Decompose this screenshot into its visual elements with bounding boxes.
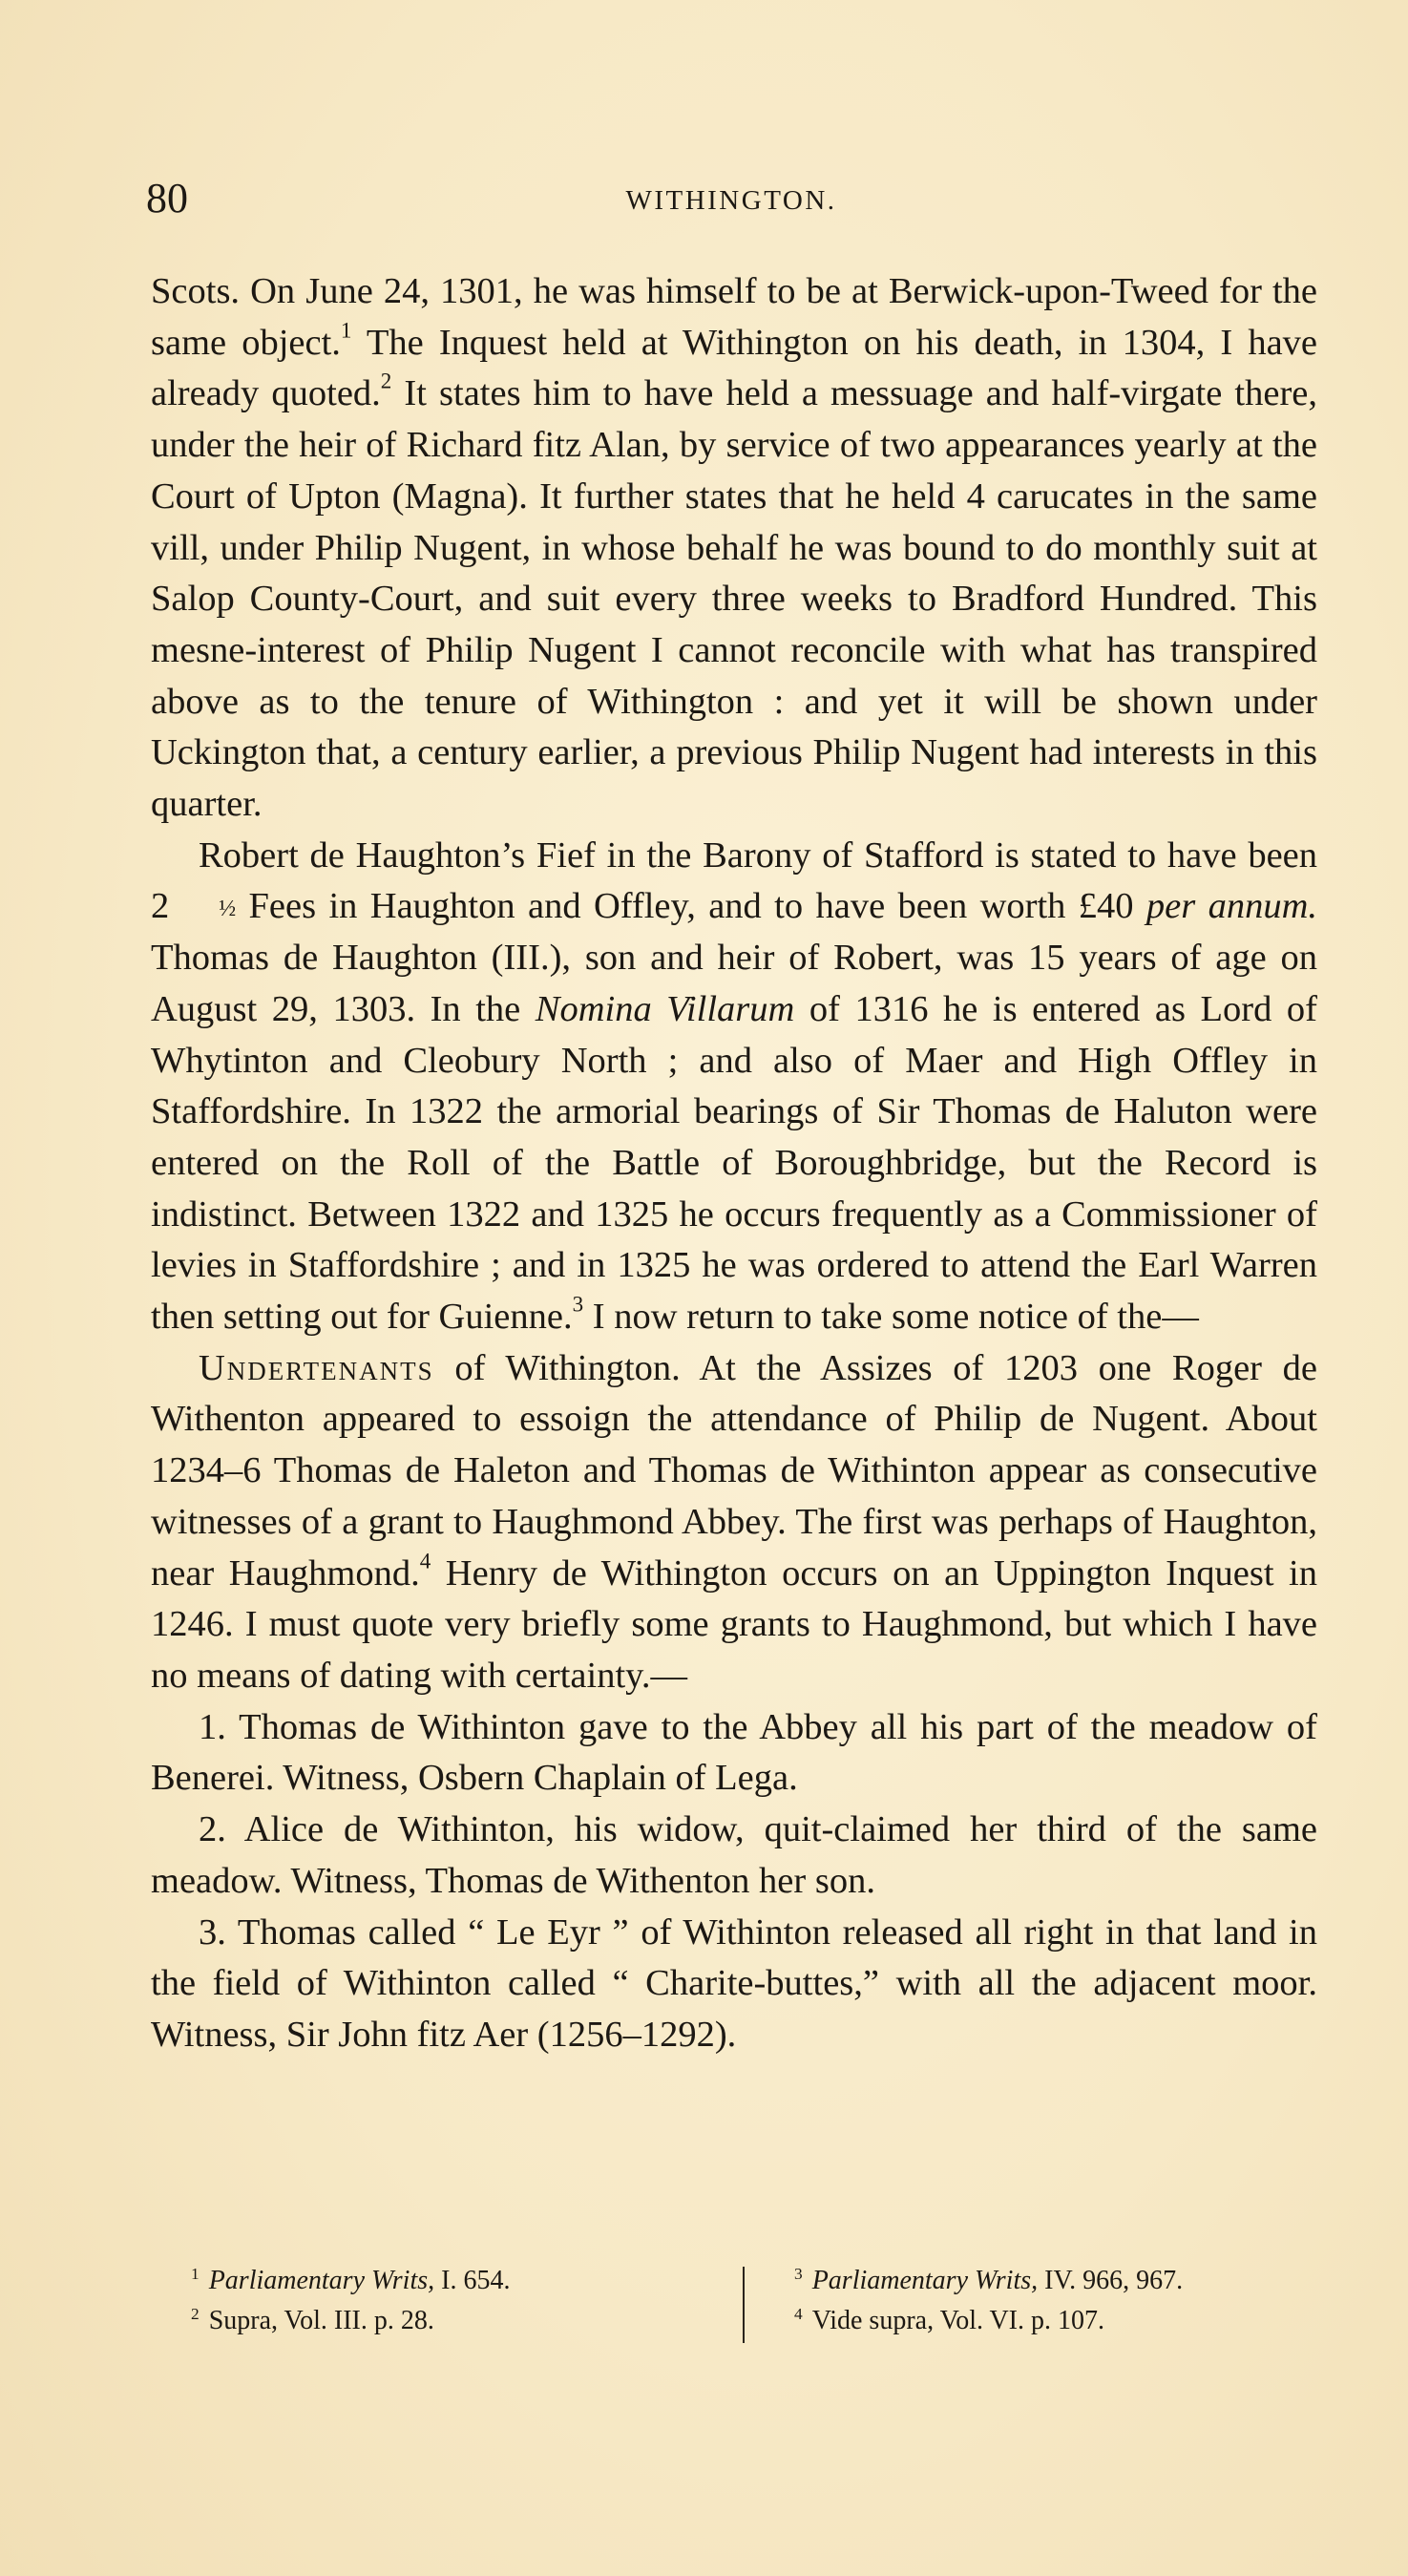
footnote-ref-2[interactable]: 2 <box>380 369 392 394</box>
paragraph-text: Scots. On June 24, 1301, he was himself to be at Berwick-upon-Tweed for the same object. <box>151 271 1317 363</box>
paragraph-text: of Withington. At the Assizes of 1203 one Roger de Withenton appeared to essoign the attendance of Philip de Nugent. About 1234–6 Thomas de Haleton and Thomas de Withinton appear as consecutive witnesses of a grant to Haughmond Abbey. The first was perhaps of Haughton, near Haughmond. <box>151 1347 1317 1594</box>
footnote-number: 4 <box>794 2305 803 2324</box>
paragraph-undertenants <box>151 1343 1317 1702</box>
paragraph-text: Thomas de Haughton (III.), son and heir of Robert, was 15 years of age on August 29, 1303. In the <box>151 938 1317 1029</box>
footnote-4 <box>794 2301 1183 2341</box>
paragraph-scots <box>151 266 1317 831</box>
paragraph-text: The Inquest held at Withington on his death, in 1304, I have already quoted. <box>151 322 1317 414</box>
footnotes <box>191 2261 1308 2347</box>
numbered-grant-2: 2. Alice de Withinton, his widow, quit-claimed her third of the same meadow. Witness, Thomas de Withenton her son. <box>151 1809 1317 1901</box>
paragraph-text: Henry de Withington occurs on an Uppington Inquest in 1246. I must quote very briefly some grants to Haughmond, but which I have no means of dating with certainty.— <box>151 1552 1317 1696</box>
fraction-half: ½ <box>219 897 237 922</box>
numbered-grant-1: 1. Thomas de Withinton gave to the Abbey all his part of the meadow of Benerei. Witness, Osbern Chaplain of Lega. <box>151 1706 1317 1799</box>
paragraph-text: Fees in Haughton and Offley, and to have been worth £40 <box>236 886 1146 927</box>
footnote-text: I. 654. <box>434 2266 511 2295</box>
section-heading-undertenants: Undertenants <box>199 1347 434 1388</box>
footnote-ref-3[interactable]: 3 <box>572 1291 584 1317</box>
page-title: WITHINGTON. <box>625 185 837 216</box>
footnote-ref-1[interactable]: 1 <box>340 317 352 343</box>
body-text <box>151 266 1317 2061</box>
footnote-column-divider <box>743 2267 745 2343</box>
footnote-source-title: Parliamentary Writs, <box>208 2266 435 2295</box>
paragraph-robert-de-haughton <box>151 831 1317 1343</box>
footnote-column-left <box>191 2261 510 2341</box>
running-head <box>141 170 1321 227</box>
footnote-3 <box>794 2261 1183 2301</box>
paragraph-text: I now return to take some notice of the— <box>583 1297 1199 1338</box>
footnote-number: 1 <box>191 2265 200 2284</box>
footnote-text: Vide supra, Vol. VI. p. 107. <box>811 2306 1105 2335</box>
footnote-column-right <box>794 2261 1183 2341</box>
numbered-grant-3: 3. Thomas called “ Le Eyr ” of Withinton released all right in that land in the field of Withinton called “ Charite-buttes,” with all the adjacent moor. Witness, Sir John fitz Aer (1256–1292). <box>151 1911 1317 2055</box>
footnote-1 <box>191 2261 510 2301</box>
italic-nomina-villarum: Nomina Villarum <box>535 988 795 1029</box>
footnote-text: Supra, Vol. III. p. 28. <box>208 2306 434 2335</box>
paragraph-text: It states him to have held a messuage and half-virgate there, under the heir of Richard fitz Alan, by service of two appearances yearly at the Court of Upton (Magna). It further states that he held 4 carucates in the same vill, under Philip Nugent, in whose behalf he was bound to do monthly suit at Salop County-Court, and suit every three weeks to Bradford Hundred. This mesne-interest of Philip Nugent I cannot reconcile with what has transpired above as to the tenure of Withington : and yet it will be shown under Uckington that, a century earlier, a previous Philip Nugent had interests in this quarter. <box>151 373 1317 825</box>
footnote-number: 2 <box>191 2305 200 2324</box>
footnote-2 <box>191 2301 510 2341</box>
footnote-ref-4[interactable]: 4 <box>419 1548 431 1573</box>
footnote-source-title: Parliamentary Writs, <box>811 2266 1039 2295</box>
paragraph-text: Robert de Haughton’s Fief in the Barony of Stafford is stated to have been 2 <box>151 834 1317 927</box>
footnote-number: 3 <box>794 2265 803 2284</box>
footnote-text: IV. 966, 967. <box>1038 2266 1184 2295</box>
page-number: 80 <box>146 175 188 222</box>
paragraph-text: of 1316 he is entered as Lord of Whytinton and Cleobury North ; and also of Maer and High Offley in Staffordshire. In 1322 the armorial bearings of Sir Thomas de Haluton were entered on the Roll of the Battle of Boroughbridge, but the Record is indistinct. Between 1322 and 1325 he occurs frequently as a Commissioner of levies in Staffordshire ; and in 1325 he was ordered to attend the Earl Warren then setting out for Guienne. <box>151 988 1317 1338</box>
italic-per-annum: per annum. <box>1145 886 1318 927</box>
